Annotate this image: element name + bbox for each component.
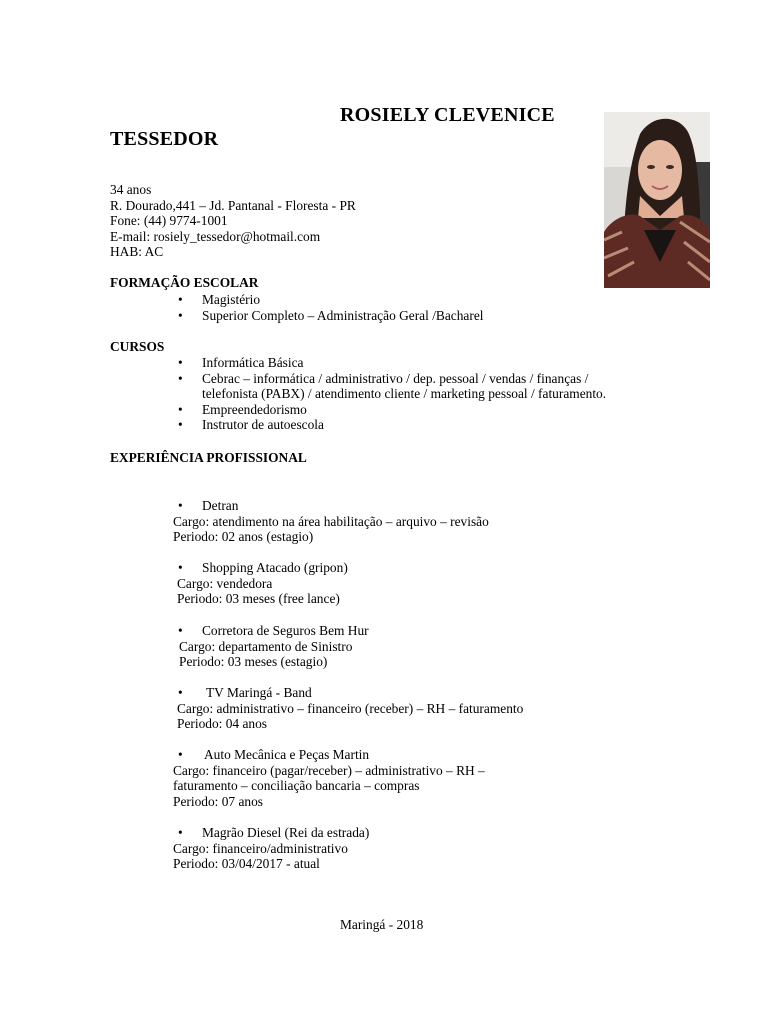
- personal-info: [110, 182, 356, 260]
- list-item: • Magistério: [178, 292, 261, 307]
- bullet-icon: •: [178, 623, 183, 638]
- job-period: Periodo: 04 anos: [177, 716, 268, 732]
- job-entry-tv-maringa: [177, 685, 523, 732]
- bullet-icon: •: [178, 307, 183, 323]
- address: R. Dourado,441 – Jd. Pantanal - Floresta - PR: [110, 197, 356, 213]
- job-entry-shopping-atacado: [177, 560, 348, 607]
- age: 34 anos: [110, 182, 152, 197]
- job-role: Cargo: financeiro (pagar/receber) – administrativo – RH –: [173, 762, 485, 778]
- company-name: Shopping Atacado (gripon): [202, 560, 348, 575]
- job-period: Periodo: 02 anos (estagio): [173, 529, 314, 545]
- job-entry-corretora: [178, 623, 369, 670]
- bullet-icon: •: [178, 401, 183, 417]
- job-period: Periodo: 03/04/2017 - atual: [173, 856, 320, 872]
- company-name: Corretora de Seguros Bem Hur: [202, 623, 369, 638]
- job-role: Cargo: vendedora: [177, 575, 273, 591]
- name-line-2: TESSEDOR: [110, 128, 219, 150]
- company-name: Detran: [202, 498, 239, 513]
- bullet-icon: •: [178, 292, 183, 307]
- job-entry-magrao-diesel: [173, 825, 370, 872]
- list-item: • Superior Completo – Administração Geral /Bacharel: [178, 307, 484, 323]
- courses-heading: CURSOS: [110, 339, 165, 354]
- list-item: • Cebrac – informática / administrativo / dep. pessoal / vendas / finanças / telefonista (PABX) / atendimento cliente / marketing pessoal / faturamento.: [178, 370, 607, 402]
- education-list: [0, 292, 484, 323]
- experience-heading: EXPERIÊNCIA PROFISSIONAL: [110, 450, 307, 465]
- job-role: Cargo: administrativo – financeiro (receber) – RH – faturamento: [177, 700, 524, 716]
- drivers-license: HAB: AC: [110, 244, 164, 260]
- profile-photo: [604, 112, 710, 288]
- list-item: • Informática Básica: [178, 355, 304, 370]
- bullet-icon: •: [178, 417, 183, 433]
- company-name: TV Maringá - Band: [206, 685, 312, 700]
- email: E-mail: rosiely_tessedor@hotmail.com: [110, 228, 321, 244]
- bullet-icon: •: [178, 825, 183, 840]
- footer-place-date: Maringá - 2018: [340, 917, 424, 932]
- courses-list: [0, 355, 606, 433]
- bullet-icon: •: [178, 685, 183, 700]
- bullet-icon: •: [178, 355, 183, 370]
- company-name: Auto Mecânica e Peças Martin: [204, 747, 370, 762]
- list-item: • Empreendedorismo: [178, 401, 307, 417]
- job-entry-detran: [173, 498, 489, 545]
- job-role-continued: faturamento – conciliação bancaria – compras: [173, 778, 420, 794]
- bullet-icon: •: [178, 498, 183, 513]
- bullet-icon: •: [178, 747, 183, 762]
- job-role: Cargo: financeiro/administrativo: [173, 840, 348, 856]
- job-role: Cargo: atendimento na área habilitação – arquivo – revisão: [173, 513, 489, 529]
- name-line-1: ROSIELY CLEVENICE: [340, 104, 555, 126]
- bullet-icon: •: [178, 370, 183, 386]
- company-name: Magrão Diesel (Rei da estrada): [202, 825, 370, 840]
- job-period: Periodo: 07 anos: [173, 793, 264, 809]
- job-role: Cargo: departamento de Sinistro: [179, 638, 353, 654]
- list-item: • Instrutor de autoescola: [178, 417, 324, 433]
- job-entry-auto-mecanica: [173, 747, 485, 809]
- education-heading: FORMAÇÃO ESCOLAR: [110, 275, 259, 290]
- phone: Fone: (44) 9774-1001: [110, 213, 228, 229]
- job-period: Periodo: 03 meses (free lance): [177, 591, 340, 607]
- bullet-icon: •: [178, 560, 183, 575]
- job-period: Periodo: 03 meses (estagio): [179, 654, 328, 670]
